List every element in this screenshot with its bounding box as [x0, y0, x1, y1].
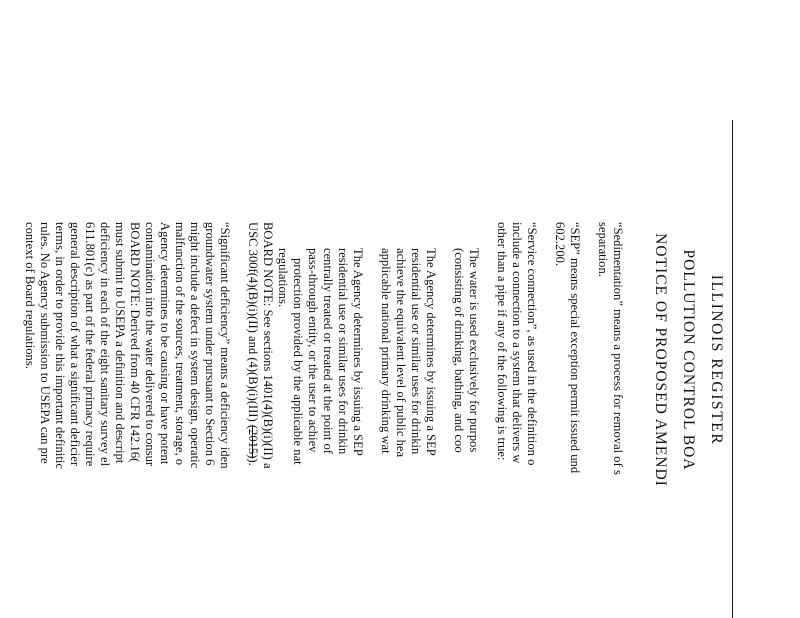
text-line: include a connection to a system that delivers w — [510, 222, 524, 464]
text-line: residential use or similar uses for drinkin — [409, 248, 423, 455]
board-note-text: USC 300f(4)(B)(i)(II) and (4)(B)(i)(III) — [246, 222, 260, 425]
text-line: “Sedimentation” means a process for removal of s — [611, 222, 625, 475]
text-line: other than a pipe if any of the following is true: — [495, 222, 509, 461]
text-line: achieve the equivalent level of public hea — [394, 248, 408, 458]
text-line: protection provided by the applicable nat — [291, 258, 305, 465]
text-line: applicable national primary drinking wat — [379, 248, 393, 454]
text-line: regulations. — [276, 248, 290, 308]
notice-title: NOTICE OF PROPOSED AMENDI — [652, 233, 669, 487]
text-line: BOARD NOTE: Derived from 40 CFR 142.16( — [128, 222, 142, 463]
text-line: must submit to USEPA a definition and descript — [113, 222, 127, 464]
text-line: terms, in order to provide this important definitic — [53, 222, 67, 469]
text-line: Agency determines to be causing or have potent — [158, 222, 172, 465]
text-line: The water is used exclusively for purpos — [467, 248, 481, 453]
text-line: malfunction of the sources, treatment, storage, o — [173, 222, 187, 466]
text-line: The Agency determines by issuing a SEP — [424, 248, 438, 456]
struck-text: (2015) — [246, 424, 260, 459]
register-title: ILLINOIS REGISTER — [708, 274, 725, 446]
text-line: “Significant deficiency” means a deficiency iden — [218, 222, 232, 469]
text-line: The Agency determines by issuing a SEP — [351, 248, 365, 456]
text-line: residential use or similar uses for drinkin — [336, 248, 350, 455]
text-line: general description of what a significant deficier — [68, 222, 82, 467]
board-note-line: BOARD NOTE: See sections 1401(4)(B)(i)(II) a — [261, 222, 275, 469]
text-line: centrally treated or treated at the point of — [321, 248, 335, 454]
text-line: 602.200. — [553, 222, 567, 267]
header-rule — [732, 120, 733, 618]
board-note-line — [245, 222, 260, 466]
text-line: pass-through entity, or the user to achiev — [306, 248, 320, 453]
text-line: “Service connection”, as used in the definition o — [525, 222, 539, 466]
text-line: rules. No Agency submission to USEPA can pre — [38, 222, 52, 464]
text-line: context of Board regulations. — [23, 222, 37, 369]
text-line: might include a defect in system design, operatic — [188, 222, 202, 469]
board-title: POLLUTION CONTROL BOA — [680, 249, 697, 471]
text-line: “SEP” means special exception permit issued und — [568, 222, 582, 474]
text-line: separation. — [596, 222, 610, 277]
text-line: contamination into the water delivered to consur — [143, 222, 157, 467]
text-line: (consisting of drinking, bathing, and coo — [452, 248, 466, 453]
rotated-document-page — [23, 80, 733, 618]
text-line: 611.801(c) as part of the federal primacy require — [83, 222, 97, 467]
text-line: groundwater system under pursuant to Section 6 — [203, 222, 217, 466]
text-line: deficiency in each of the eight sanitary survey el — [98, 222, 112, 467]
board-note-text: ). — [246, 458, 260, 466]
